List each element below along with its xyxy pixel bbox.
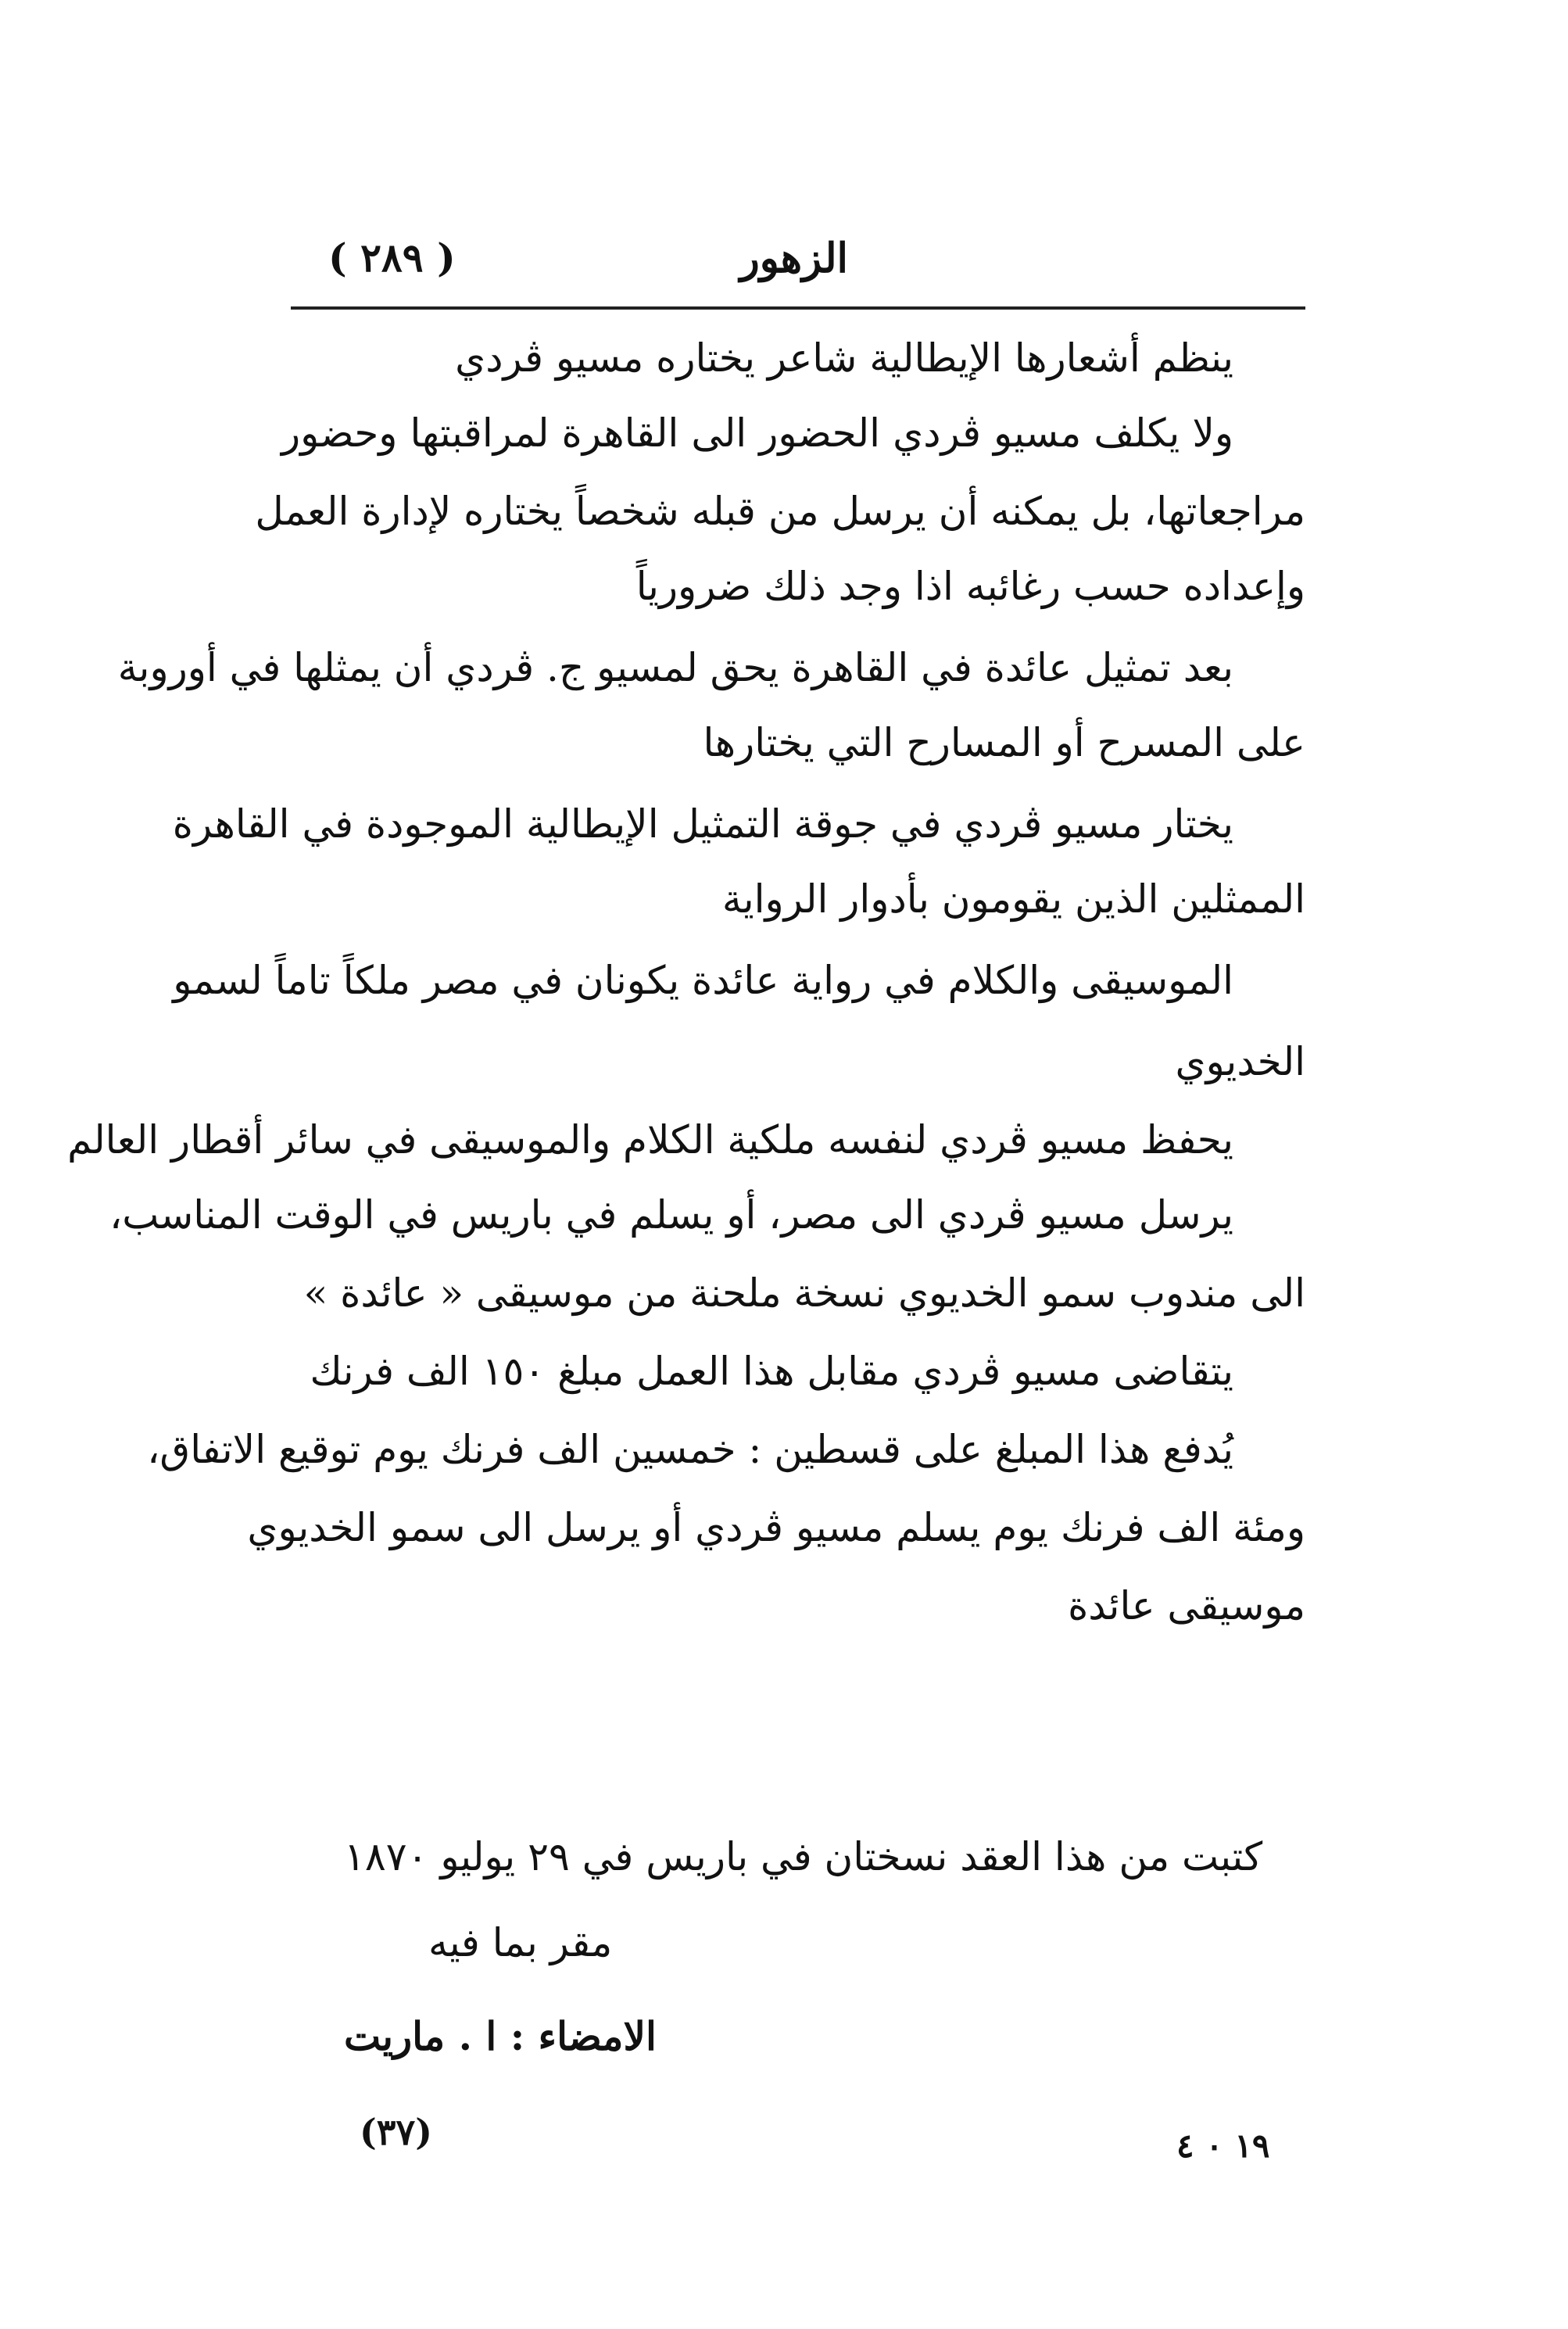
print-mark: ١٩ ٠ ٤ [1176,2127,1270,2165]
text-line: يرسل مسيو ڤردي الى مصر، أو يسلم في باريس في الوقت المناسب، [109,1192,1233,1238]
date-line: كتبت من هذا العقد نسختان في باريس في ٢٩ يوليو ١٨٧٠ [344,1834,1263,1879]
running-header [281,235,1305,305]
text-line: يتقاضى مسيو ڤردي مقابل هذا العمل مبلغ ١٥٠ الف فرنك [310,1349,1233,1394]
header-rule [291,306,1305,310]
page-number: ( ٢٨٩ ) [328,235,456,281]
text-line: مراجعاتها، بل يمكنه أن يرسل من قبله شخصاً يختاره لإدارة العمل [255,489,1305,534]
approval-line: مقر بما فيه [428,1920,613,1965]
text-line: الى مندوب سمو الخديوي نسخة ملحنة من موسيقى « عائدة » [303,1270,1305,1316]
text-line: يختار مسيو ڤردي في جوقة التمثيل الإيطالية الموجودة في القاهرة [172,801,1233,847]
text-line: بعد تمثيل عائدة في القاهرة يحق لمسيو ج. ڤردي أن يمثلها في أوروبة [117,645,1233,690]
text-line: موسيقى عائدة [1068,1583,1305,1629]
text-line: ومئة الف فرنك يوم يسلم مسيو ڤردي أو يرسل الى سمو الخديوي [247,1505,1305,1550]
text-line: وإعداده حسب رغائبه اذا وجد ذلك ضرورياً [635,564,1305,609]
text-line: ينظم أشعارها الإيطالية شاعر يختاره مسيو ڤردي [455,335,1233,381]
journal-title: الزهور [739,235,848,282]
text-line: الموسيقى والكلام في رواية عائدة يكونان في مصر ملكاً تاماً لسمو [173,958,1233,1003]
signature-line: الامضاء : ا . ماريت [344,2013,657,2059]
text-line: الخديوي [1175,1039,1305,1084]
text-line: الممثلين الذين يقومون بأدوار الرواية [721,876,1305,922]
text-line: يُدفع هذا المبلغ على قسطين : خمسين الف فرنك يوم توقيع الاتفاق، [147,1427,1233,1472]
text-line: يحفظ مسيو ڤردي لنفسه ملكية الكلام والموسيقى في سائر أقطار العالم [67,1117,1233,1163]
text-line: ولا يكلف مسيو ڤردي الحضور الى القاهرة لمراقبتها وحضور [281,410,1233,456]
signature-mark: (٣٧) [360,2111,432,2153]
text-line: على المسرح أو المسارح التي يختارها [703,720,1305,765]
